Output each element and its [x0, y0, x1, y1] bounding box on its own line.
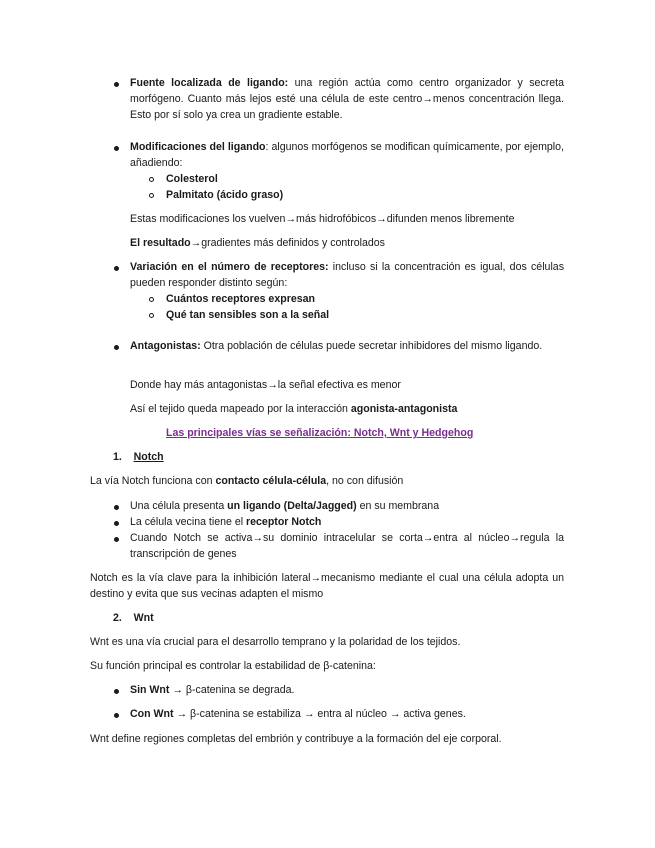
bullet-ligand-modifications: Modificaciones del ligando: algunos morfógenos se modifican químicamente, por ejemplo, añadiendo: [130, 141, 564, 169]
wnt-list-item: Sin Wnt → β-catenina se degrada. [130, 684, 295, 696]
notch-list-item: La célula vecina tiene el receptor Notch [130, 516, 322, 528]
bullet-receptor-variation: Variación en el número de receptores: incluso si la concentración es igual, dos células pueden responder distinto según: [130, 261, 564, 289]
sub-bullet-circle [149, 313, 154, 318]
result-line: El resultado→gradientes más definidos y controlados [130, 237, 385, 249]
bullet-dot [114, 521, 119, 526]
sub-item-cholesterol: Colesterol [166, 173, 218, 185]
bullet-dot [114, 146, 119, 151]
bullet-dot [114, 266, 119, 271]
notch-summary: Notch es la vía clave para la inhibición lateral→mecanismo mediante el cual una célula adopta un destino y evita que sus vecinas adapten el mismo [90, 572, 564, 600]
bullet-localized-ligand: Fuente localizada de ligando: una región actúa como centro organizador y secreta morfógeno. Cuanto más lejos esté una célula de este centro→menos concentración llega. Esto por sí solo ya crea un gradiente estable. [130, 77, 564, 121]
sub-item-sensitivity: Qué tan sensibles son a la señal [166, 309, 330, 321]
antagonist-effect: Donde hay más antagonistas→la señal efectiva es menor [130, 379, 401, 391]
bullet-dot [114, 713, 119, 718]
sub-bullet-circle [149, 297, 154, 302]
modification-effect: Estas modificaciones los vuelven→más hidrofóbicos→difunden menos libremente [130, 213, 515, 225]
sub-item-palmitate: Palmitato (ácido graso) [166, 189, 284, 201]
bullet-title: Antagonistas: [130, 340, 201, 352]
bullet-dot [114, 537, 119, 542]
bullet-title: Variación en el número de receptores: [130, 261, 329, 273]
bullet-dot [114, 82, 119, 87]
bullet-antagonists: Antagonistas: Otra población de células puede secretar inhibidores del mismo ligando. [130, 340, 543, 352]
wnt-paragraph: Wnt define regiones completas del embrión y contribuye a la formación del eje corporal. [90, 733, 502, 745]
wnt-paragraph: Wnt es una vía crucial para el desarrollo temprano y la polaridad de los tejidos. [90, 636, 461, 648]
notch-list-item: Cuando Notch se activa→su dominio intracelular se corta→entra al núcleo→regula la transcripción de genes [130, 532, 564, 560]
bullet-dot [114, 345, 119, 350]
sub-bullet-circle [149, 177, 154, 182]
bullet-title: Modificaciones del ligando [130, 141, 266, 153]
wnt-heading: 2. Wnt [113, 612, 154, 624]
section-heading: Las principales vías se señalización: Notch, Wnt y Hedgehog [166, 427, 474, 439]
sub-bullet-circle [149, 193, 154, 198]
wnt-paragraph: Su función principal es controlar la estabilidad de β-catenina: [90, 660, 376, 672]
bullet-dot [114, 689, 119, 694]
tissue-mapping: Así el tejido queda mapeado por la interacción agonista-antagonista [130, 403, 458, 415]
notch-heading: 1. Notch [113, 451, 164, 463]
wnt-list-item: Con Wnt → β-catenina se estabiliza → entra al núcleo → activa genes. [130, 708, 466, 720]
bullet-title: Fuente localizada de ligando: [130, 77, 289, 89]
sub-item-receptor-count: Cuántos receptores expresan [166, 293, 315, 305]
bullet-dot [114, 505, 119, 510]
notch-intro: La vía Notch funciona con contacto célula-célula, no con difusión [90, 475, 404, 487]
notch-list-item: Una célula presenta un ligando (Delta/Jagged) en su membrana [130, 500, 440, 512]
